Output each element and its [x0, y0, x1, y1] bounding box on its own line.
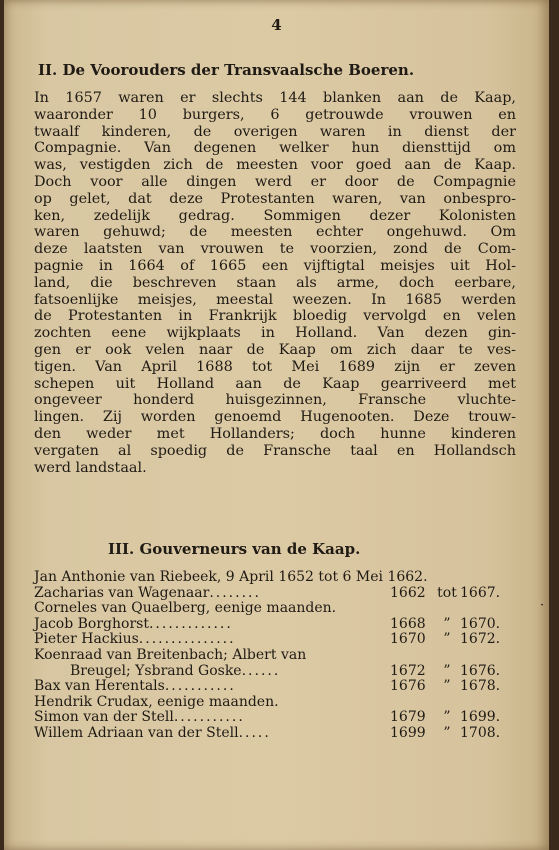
text-line: pagnie in 1664 of 1665 een vijftigtal meisjes uit Hol-: [34, 257, 516, 274]
governor-from: 1670: [390, 631, 426, 648]
governor-from: 1699: [390, 724, 426, 741]
governor-entry: [34, 570, 500, 586]
book-page: [4, 0, 549, 850]
governor-to: 1670.: [460, 615, 501, 632]
governor-entry: [34, 695, 500, 711]
text-line: twaalf kinderen, de overigen waren in dienst der: [34, 123, 516, 140]
governor-dots: ...........: [173, 710, 245, 726]
governor-name: Corneles van Quaelberg, eenige maanden.: [34, 600, 337, 617]
text-line: vergaten al spoedig de Fransche taal en Hollandsch: [34, 442, 516, 459]
text-line: op gelet, dat deze Protestanten waren, van onbespro-: [34, 190, 516, 207]
section-heading-gouverneurs: III. Gouverneurs van de Kaap.: [108, 540, 361, 558]
governor-entry: [34, 617, 500, 633]
governor-from: 1662: [390, 584, 426, 601]
governor-to: 1672.: [460, 631, 501, 648]
governor-name: Simon van der Stell: [34, 709, 174, 726]
governor-mark: ”: [443, 709, 451, 726]
governor-entry: [34, 632, 500, 648]
text-line: fatsoenlijke meisjes, meestal weezen. In 1685 werden: [34, 291, 516, 308]
governor-to: 1678.: [460, 678, 501, 695]
governors-list: [34, 570, 500, 742]
governor-from: 1679: [390, 709, 426, 726]
text-line: was, vestigden zich de meesten voor goed aan de Kaap.: [34, 157, 516, 174]
governor-name: Bax van Herentals: [34, 678, 165, 695]
text-line: Compagnie. Van degenen welker hun diensttijd om: [34, 140, 516, 157]
governor-mark: ”: [443, 678, 451, 695]
governor-entry: [34, 648, 500, 664]
governor-from: 1672: [390, 662, 426, 679]
governor-mark: ”: [443, 615, 451, 632]
governor-name: Zacharias van Wagenaar: [34, 584, 210, 601]
governor-name: Willem Adriaan van der Stell: [34, 724, 239, 741]
text-line: waaronder 10 burgers, 6 getrouwde vrouwen en: [34, 106, 516, 123]
text-line: ongeveer honderd huisgezinnen, Fransche vluchte-: [34, 392, 516, 409]
governor-name: Hendrik Crudax, eenige maanden.: [34, 693, 279, 710]
section-body-voorouders: [34, 90, 516, 476]
governor-name: Pieter Hackius: [34, 631, 139, 648]
governor-entry: [34, 586, 500, 602]
text-line: lingen. Zij worden genoemd Hugenooten. Deze trouw-: [34, 409, 516, 426]
text-line: schepen uit Holland aan de Kaap gearriveerd met: [34, 375, 516, 392]
governor-entry: [34, 710, 500, 726]
governor-name: Koenraad van Breitenbach; Albert van: [34, 646, 307, 663]
text-line: Doch voor alle dingen werd er door de Compagnie: [34, 173, 516, 190]
text-line: ken, zedelijk gedrag. Sommigen dezer Kolonisten: [34, 207, 516, 224]
governor-dots: ........: [209, 585, 261, 601]
governor-dots: ...........: [164, 679, 236, 695]
governor-to: 1699.: [460, 709, 501, 726]
governor-entry: [34, 601, 500, 617]
governor-to: 1667.: [460, 584, 501, 601]
governor-mark: tot: [437, 584, 457, 601]
governor-from: 1676: [390, 678, 426, 695]
page-edge-mark: ·: [540, 598, 545, 613]
text-line: tigen. Van April 1688 tot Mei 1689 zijn er zeven: [34, 358, 516, 375]
governor-dots: .....: [238, 725, 271, 741]
governor-to: 1676.: [460, 662, 501, 679]
governor-mark: ”: [443, 724, 451, 741]
page-number: 4: [271, 16, 282, 34]
text-line: zochten eene wijkplaats in Holland. Van dezen gin-: [34, 325, 516, 342]
governor-name: Breugel; Ysbrand Goske: [70, 662, 242, 679]
text-line: In 1657 waren er slechts 144 blanken aan de Kaap,: [34, 90, 516, 106]
text-line: deze laatsten van vrouwen te voorzien, zond de Com-: [34, 241, 516, 258]
governor-mark: ”: [443, 631, 451, 648]
text-line: waren gehuwd; de meesten echter ongehuwd. Om: [34, 224, 516, 241]
governor-dots: ...............: [138, 632, 236, 648]
governor-from: 1668: [390, 615, 426, 632]
text-line: de Protestanten in Frankrijk bloedig vervolgd en velen: [34, 308, 516, 325]
section-heading-voorouders: II. De Voorouders der Transvaalsche Boeren.: [38, 61, 415, 79]
text-line: den weder met Hollanders; doch hunne kinderen: [34, 425, 516, 442]
governor-entry: [34, 726, 500, 742]
governor-name: Jacob Borghorst: [34, 615, 149, 632]
governor-name: Jan Anthonie van Riebeek, 9 April 1652 tot 6 Mei 1662.: [34, 569, 428, 585]
governor-dots: .............: [148, 616, 233, 632]
governor-to: 1708.: [460, 724, 501, 741]
governor-entry: [34, 679, 500, 695]
text-line: land, die beschreven staan als arme, doch eerbare,: [34, 274, 516, 291]
governor-dots: ......: [241, 663, 281, 679]
text-line: gen er ook velen naar de Kaap om zich daar te ves-: [34, 341, 516, 358]
governor-entry: [34, 664, 500, 680]
governor-mark: ”: [443, 662, 451, 679]
text-line: werd landstaal.: [34, 459, 147, 476]
